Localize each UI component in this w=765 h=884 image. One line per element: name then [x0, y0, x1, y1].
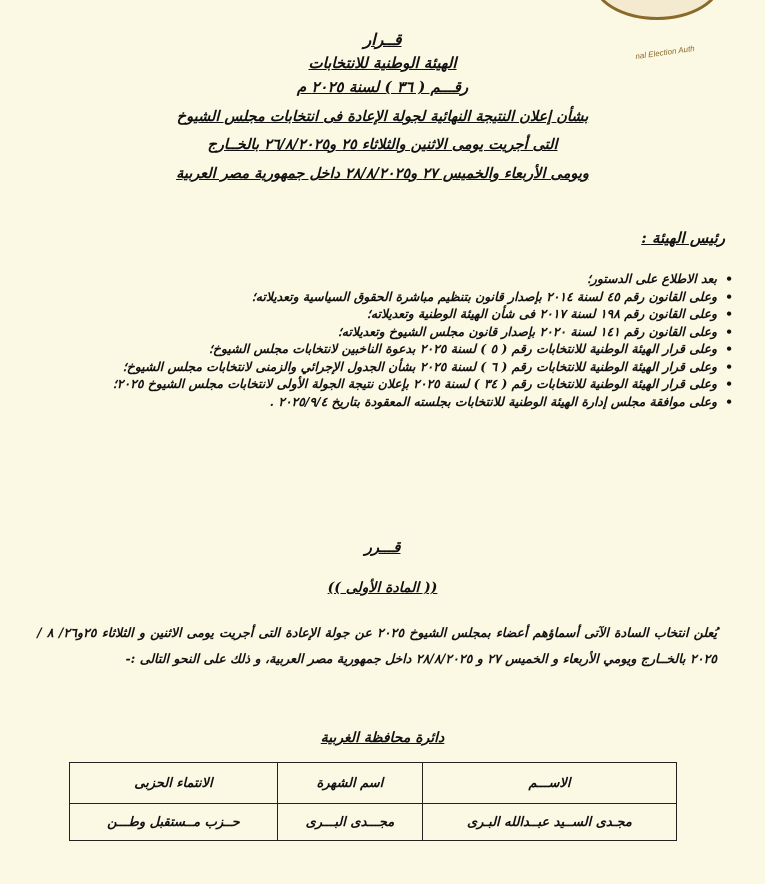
- consideration-item: • بعد الاطلاع على الدستور؛: [17, 270, 717, 288]
- district-title: دائرة محافظة الغربية: [320, 730, 445, 746]
- decree-subject-line-3: ويومى الأربعاء والخميس ٢٧ و٢٨/٨/٢٠٢٥ داخل جمهورية مصر العربية: [176, 165, 589, 182]
- consideration-item: • وعلى موافقة مجلس إدارة الهيئة الوطنية للانتخابات بجلسته المعقودة بتاريخ ٢٠٢٥/٩/٤ .: [17, 393, 717, 411]
- decree-subject-line-2: التى أجريت يومى الاثنين والثلاثاء ٢٥ و٢٦/٨/٢٠٢٥ بالخــارج: [207, 136, 558, 153]
- announcement-paragraph: يُعلن انتخاب السادة الآتى أسماؤهم أعضاء بمجلس الشيوخ ٢٠٢٥ عن جولة الإعادة التى أجريت يومى الاثنين و الثلاثاء ٢٥و٢٦/ ٨ /٢٠٢٥ بالخــارج ويومي الأربعاء و الخميس ٢٧ و ٢٨/٨/٢٠٢٥ داخل جمهورية مصر العربية، و ذلك على النحو التالى :-: [37, 625, 718, 666]
- table-row: [70, 804, 677, 841]
- considerations-list: [17, 270, 735, 410]
- authority-head-title: رئيس الهيئة :: [641, 229, 725, 247]
- header-known-name: اسم الشهرة: [277, 763, 422, 804]
- consideration-item: • وعلى القانون رقم ١٤١ لسنة ٢٠٢٠ بإصدار قانون مجلس الشيوخ وتعديلاته؛: [17, 323, 717, 341]
- cell-party: حــزب مــستقبل وطـــن: [70, 804, 278, 841]
- consideration-item: • وعلى قرار الهيئة الوطنية للانتخابات رقم ( ٦ ) لسنة ٢٠٢٥ بشأن الجدول الإجرائي والزمنى لانتخابات مجلس الشيوخ؛: [17, 358, 717, 376]
- decree-word: قــرار: [363, 30, 402, 49]
- header-name: الاســـم: [422, 763, 676, 804]
- results-table: [69, 762, 677, 841]
- consideration-item: • وعلى قرار الهيئة الوطنية للانتخابات رقم ( ٥ ) لسنة ٢٠٢٥ بدعوة الناخبين لانتخابات مجلس الشيوخ؛: [17, 340, 717, 358]
- decree-number: رقـــم ( ٣٦ ) لسنة ٢٠٢٥ م: [296, 78, 469, 96]
- decree-subject-line-1: بشأن إعلان النتيجة النهائية لجولة الإعادة فى انتخابات مجلس الشيوخ: [176, 108, 589, 125]
- consideration-item: • وعلى قرار الهيئة الوطنية للانتخابات رقم ( ٣٤ ) لسنة ٢٠٢٥ بإعلان نتيجة الجولة الأولى لانتخابات مجلس الشيوخ ٢٠٢٥؛: [17, 375, 717, 393]
- cell-known-name: مجـــدى البـــرى: [277, 804, 422, 841]
- consideration-item: • وعلى القانون رقم ٤٥ لسنة ٢٠١٤ بإصدار قانون بتنظيم مباشرة الحقوق السياسية وتعديلاته؛: [17, 288, 717, 306]
- seal-text: nal Election Auth: [634, 43, 696, 62]
- decided-heading: قـــرر: [364, 538, 401, 556]
- article-one-heading: (( المادة الأولى )): [327, 580, 438, 596]
- cell-name: مجـدى الســيد عبــدالله البـرى: [422, 804, 676, 841]
- authority-name: الهيئة الوطنية للانتخابات: [308, 54, 457, 72]
- header-party: الانتماء الحزبى: [70, 763, 278, 804]
- table-header-row: [70, 763, 677, 804]
- consideration-item: • وعلى القانون رقم ١٩٨ لسنة ٢٠١٧ فى شأن الهيئة الوطنية وتعديلاته؛: [17, 305, 717, 323]
